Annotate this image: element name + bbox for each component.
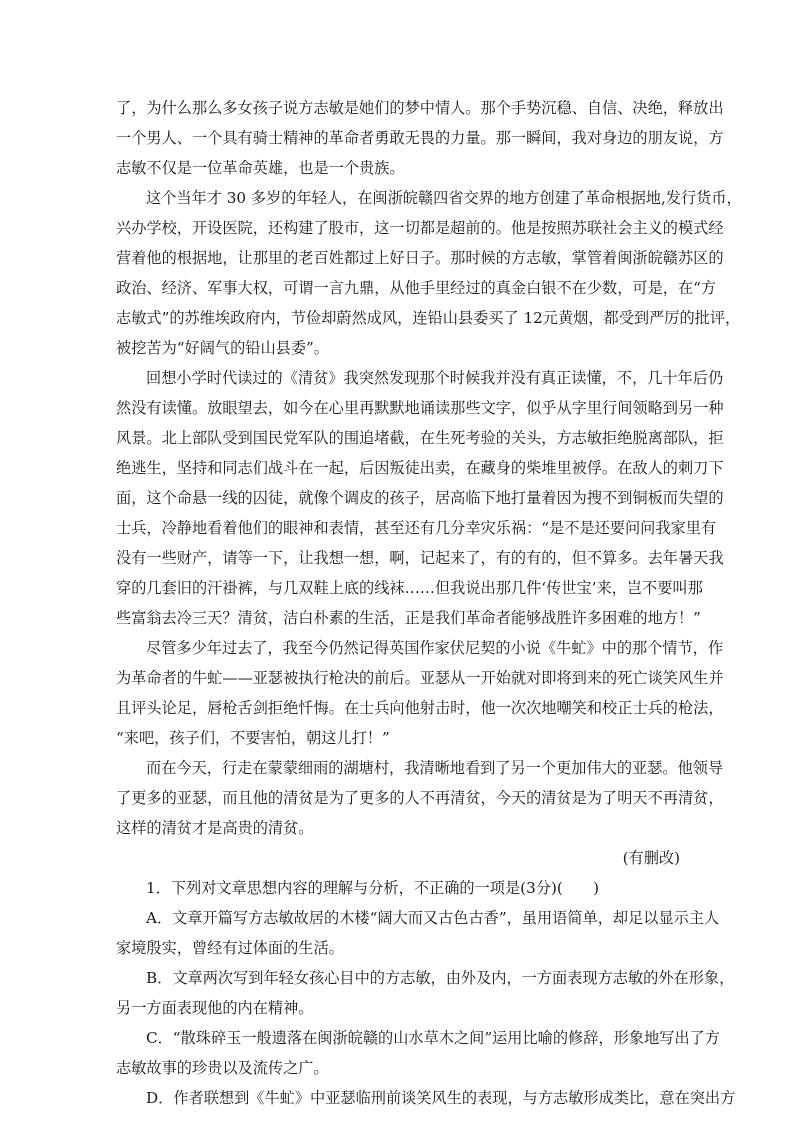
text-line: 志敏式”的苏维埃政府内，节俭却蔚然成风，连铅山县委买了 12元黄烟，都受到严厉的批评， bbox=[116, 309, 741, 327]
text-line: 然没有读懂。放眼望去，如今在心里再默默地诵读那些文字，似乎从字里行间领略到另一种 bbox=[116, 399, 724, 417]
text-line: 且评头论足，唇枪舌剑拒绝忏悔。在士兵向他射击时，他一次次地嘲笑和校正士兵的枪法， bbox=[116, 699, 724, 717]
paragraph bbox=[116, 633, 724, 753]
text-line: 穿的几套旧的汗褂裤，与几双鞋上底的线袜……但我说出那几件‘传世宝’来，岂不要叫那 bbox=[116, 579, 703, 597]
text-line: 没有一些财产，请等一下，让我想一想，啊，记起来了，有的有的，但不算多。去年暑天我 bbox=[116, 549, 724, 567]
document-page bbox=[116, 93, 742, 1113]
text-line: 了，为什么那么多女孩子说方志敏是她们的梦中情人。那个手势沉稳、自信、决绝，释放出 bbox=[116, 99, 724, 117]
text-line: 这样的清贫才是高贵的清贫。 bbox=[116, 819, 314, 837]
text-line: 而在今天，行走在蒙蒙细雨的湖塘村，我清晰地看到了另一个更加伟大的亚瑟。他领导 bbox=[146, 759, 724, 777]
question bbox=[116, 873, 736, 1113]
text-line: “来吧，孩子们，不要害怕，朝这儿打！” bbox=[116, 729, 390, 747]
source-note: (有删改) bbox=[622, 849, 680, 867]
option-d bbox=[116, 1083, 736, 1113]
paragraph bbox=[116, 93, 724, 183]
text-line: 回想小学时代读过的《清贫》我突然发现那个时候我并没有真正读懂，不，几十年后仍 bbox=[146, 369, 724, 387]
text-line: 志敏不仅是一位革命英雄，也是一个贵族。 bbox=[116, 159, 405, 177]
text-line: 面，这个命悬一线的囚徒，就像个调皮的孩子，居高临下地打量着因为搜不到铜板而失望的 bbox=[116, 489, 724, 507]
text-line: 了更多的亚瑟，而且他的清贫是为了更多的人不再清贫，今天的清贫是为了明天不再清贫， bbox=[116, 789, 724, 807]
text-line: 政治、经济、军事大权，可谓一言九鼎，从他手里经过的真金白银不在少数，可是，在“方 bbox=[116, 279, 717, 297]
text-line: 被挖苦为“好阔气的铅山县委”。 bbox=[116, 339, 329, 357]
text-line: 营着他的根据地，让那里的老百姓都过上好日子。那时候的方志敏，掌管着闽浙皖赣苏区的 bbox=[116, 249, 724, 267]
text-line: 尽管多少年过去了，我至今仍然记得英国作家伏尼契的小说《牛虻》中的那个情节，作 bbox=[146, 639, 724, 657]
option-line: 另一方面表现他的内在精神。 bbox=[116, 999, 314, 1017]
text-line: 为革命者的牛虻——亚瑟被执行枪决的前后。亚瑟从一开始就对即将到来的死亡谈笑风生并 bbox=[116, 669, 724, 687]
paragraph bbox=[116, 363, 724, 633]
option-line: D．作者联想到《牛虻》中亚瑟临刑前谈笑风生的表现，与方志敏形成类比，意在突出方 bbox=[146, 1089, 736, 1107]
text-line: 绝逃生，坚持和同志们战斗在一起，后因叛徒出卖，在藏身的柴堆里被俘。在敌人的刺刀下 bbox=[116, 459, 724, 477]
option-line: B．文章两次写到年轻女孩心目中的方志敏，由外及内，一方面表现方志敏的外在形象， bbox=[146, 969, 735, 987]
option-line: 志敏故事的珍贵以及流传之广。 bbox=[116, 1059, 329, 1077]
option-c bbox=[116, 1023, 720, 1083]
text-line: 士兵，冷静地看着他们的眼神和表情，甚至还有几分幸灾乐祸：“是不是还要问问我家里有 bbox=[116, 519, 717, 537]
option-line: C．“散珠碎玉一般遗落在闽浙皖赣的山水草木之间”运用比喻的修辞，形象地写出了方 bbox=[146, 1029, 720, 1047]
text-line: 兴办学校，开设医院，还构建了股市，这一切都是超前的。他是按照苏联社会主义的模式经 bbox=[116, 219, 724, 237]
text-line: 风景。北上部队受到国民党军队的围追堵截，在生死考验的关头，方志敏拒绝脱离部队，拒 bbox=[116, 429, 724, 447]
text-line: 些富翁去冷三天？清贫，洁白朴素的生活，正是我们革命者能够战胜许多困难的地方！” bbox=[116, 609, 701, 627]
option-b bbox=[116, 963, 735, 1023]
paragraph bbox=[116, 183, 742, 363]
option-a bbox=[116, 903, 720, 963]
text-line: 一个男人、一个具有骑士精神的革命者勇敢无畏的力量。那一瞬间，我对身边的朋友说，方 bbox=[116, 129, 724, 147]
option-line: A．文章开篇写方志敏故居的木楼“阔大而又古色古香”，虽用语简单，却足以显示主人 bbox=[146, 909, 720, 927]
option-line: 家境殷实，曾经有过体面的生活。 bbox=[116, 939, 344, 957]
text-line: 这个当年才 30 多岁的年轻人，在闽浙皖赣四省交界的地方创建了革命根据地,发行货币， bbox=[146, 189, 742, 207]
paragraph bbox=[116, 753, 724, 843]
question-stem: 1．下列对文章思想内容的理解与分析，不正确的一项是(3分)( ) bbox=[146, 879, 600, 897]
